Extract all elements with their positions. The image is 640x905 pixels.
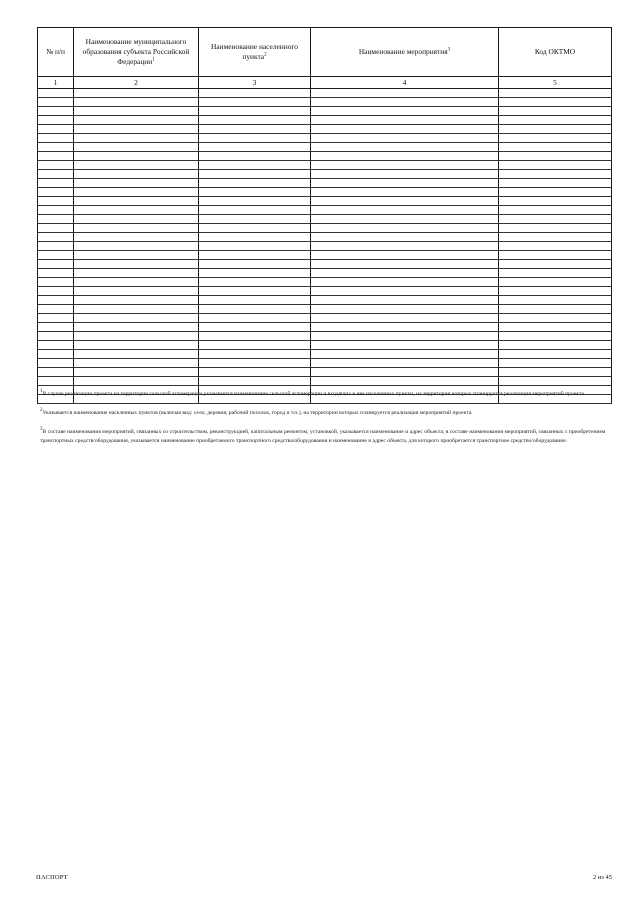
table-cell [311, 152, 499, 161]
table-cell [38, 161, 74, 170]
table-cell [311, 359, 499, 368]
table-cell [311, 98, 499, 107]
table-row [38, 116, 612, 125]
table-cell [311, 107, 499, 116]
table-cell [311, 350, 499, 359]
table-cell [311, 179, 499, 188]
table-cell [499, 215, 612, 224]
table-cell [38, 197, 74, 206]
table-cell [74, 296, 199, 305]
table-cell [199, 305, 311, 314]
table-cell [199, 233, 311, 242]
table-row [38, 233, 612, 242]
table-cell [74, 215, 199, 224]
table-cell [38, 125, 74, 134]
page-number: 2 из 45 [592, 874, 612, 881]
table-cell [311, 251, 499, 260]
footnote-1: $^1$В случае реализации проекта на территории сельской агломерации указывается наименование сельской агломерации и входящих в нее населенных пункты, на территории которых планируется реализация мероприятий проекта. [40, 389, 586, 397]
table-cell [499, 107, 612, 116]
table-row [38, 206, 612, 215]
table-cell [311, 269, 499, 278]
table-cell [499, 116, 612, 125]
table-cell [499, 269, 612, 278]
table-row [38, 224, 612, 233]
table-cell [38, 233, 74, 242]
table-row [38, 368, 612, 377]
column-number: 2 [74, 77, 199, 89]
table-cell [74, 368, 199, 377]
table-cell [199, 251, 311, 260]
table-cell [499, 188, 612, 197]
table-cell [499, 89, 612, 98]
table-cell [499, 305, 612, 314]
table-row [38, 197, 612, 206]
table-cell [499, 278, 612, 287]
table-cell [199, 152, 311, 161]
table-cell [311, 134, 499, 143]
table-cell [199, 269, 311, 278]
table-cell [499, 332, 612, 341]
table-cell [38, 323, 74, 332]
table-cell [199, 323, 311, 332]
column-number: 1 [38, 77, 74, 89]
table-cell [74, 125, 199, 134]
table-cell [311, 188, 499, 197]
table-cell [499, 323, 612, 332]
header-number: № п/п [38, 28, 74, 77]
table-cell [499, 170, 612, 179]
table-cell [38, 170, 74, 179]
table-header-row [38, 28, 612, 77]
column-number: 3 [199, 77, 311, 89]
table-row [38, 98, 612, 107]
table-cell [499, 143, 612, 152]
table-cell [311, 224, 499, 233]
table-cell [74, 341, 199, 350]
table-cell [199, 170, 311, 179]
table-cell [311, 332, 499, 341]
table-cell [199, 161, 311, 170]
table-cell [311, 233, 499, 242]
table-cell [74, 278, 199, 287]
table-cell [38, 368, 74, 377]
table-cell [311, 296, 499, 305]
table-cell [311, 278, 499, 287]
table-row [38, 260, 612, 269]
table-cell [74, 143, 199, 152]
table-cell [74, 269, 199, 278]
table-cell [499, 296, 612, 305]
table-cell [74, 314, 199, 323]
table-cell [199, 116, 311, 125]
table-cell [74, 89, 199, 98]
table-cell [311, 215, 499, 224]
table-cell [311, 323, 499, 332]
table-cell [311, 287, 499, 296]
footnote-3: $^3$В составе наименования мероприятий, связанных со строительством, реконструкцией, капитальным ремонтом, установкой, указывается наименование и адрес объекта; в составе наименования мероприятий, связанных с приобретением транспортных средств/оборудования, указывается наименование приобретаемого транспортного средства/оборудования и наименование и адрес объекта, для которого приобретается транспортное средство/оборудование. [40, 427, 606, 444]
table-row [38, 296, 612, 305]
table-cell [38, 251, 74, 260]
table-cell [199, 107, 311, 116]
table-cell [38, 332, 74, 341]
table-cell [199, 197, 311, 206]
table-cell [311, 341, 499, 350]
table-cell [499, 350, 612, 359]
table-cell [199, 143, 311, 152]
table-cell [74, 332, 199, 341]
table-cell [499, 341, 612, 350]
table-cell [199, 188, 311, 197]
table-row [38, 323, 612, 332]
table-cell [38, 314, 74, 323]
table-row [38, 350, 612, 359]
table-row [38, 278, 612, 287]
table-cell [311, 377, 499, 386]
table-cell [38, 278, 74, 287]
table-cell [74, 260, 199, 269]
table-cell [311, 368, 499, 377]
table-row [38, 251, 612, 260]
table-cell [199, 332, 311, 341]
table-cell [38, 287, 74, 296]
table-cell [74, 377, 199, 386]
table-cell [74, 152, 199, 161]
table-cell [311, 206, 499, 215]
table-cell [74, 116, 199, 125]
table-cell [499, 368, 612, 377]
header-settlement: Наименование населенного пункта$^2$ [199, 28, 311, 77]
table-cell [199, 359, 311, 368]
table-row [38, 107, 612, 116]
table-cell [499, 98, 612, 107]
table-cell [199, 179, 311, 188]
table-cell [311, 161, 499, 170]
table-cell [199, 350, 311, 359]
table-row [38, 215, 612, 224]
table-cell [38, 305, 74, 314]
footnote-2: $^2$Указывается наименование населенных пунктов (включая вид: село, деревня, рабочий поселок, город и т.п.), на территории которых планируется реализация мероприятий проекта. [40, 408, 473, 417]
header-oktmo: Код ОКТМО [499, 28, 612, 77]
table-cell [74, 251, 199, 260]
table-row [38, 359, 612, 368]
column-number: 4 [311, 77, 499, 89]
table-cell [311, 116, 499, 125]
table-row [38, 287, 612, 296]
table-cell [199, 98, 311, 107]
table-cell [38, 134, 74, 143]
table-cell [74, 107, 199, 116]
table-cell [38, 116, 74, 125]
table-cell [199, 377, 311, 386]
table-cell [199, 260, 311, 269]
table-cell [199, 368, 311, 377]
projects-table [37, 27, 612, 404]
table-row [38, 377, 612, 386]
table-cell [38, 152, 74, 161]
table-cell [74, 98, 199, 107]
table-cell [38, 89, 74, 98]
table-row [38, 125, 612, 134]
table-cell [499, 377, 612, 386]
table-cell [499, 179, 612, 188]
table-cell [199, 296, 311, 305]
table-row [38, 89, 612, 98]
table-cell [199, 215, 311, 224]
table-cell [38, 107, 74, 116]
table-row [38, 305, 612, 314]
table-cell [199, 89, 311, 98]
table-cell [499, 251, 612, 260]
table-cell [499, 233, 612, 242]
table-cell [311, 197, 499, 206]
footer-document-title: ПАСПОРТ [36, 874, 68, 881]
table-row [38, 332, 612, 341]
column-numbers-row [38, 77, 612, 89]
table-cell [199, 134, 311, 143]
table-cell [38, 359, 74, 368]
table-cell [499, 125, 612, 134]
table-row [38, 242, 612, 251]
table-cell [74, 323, 199, 332]
table-cell [311, 260, 499, 269]
table-cell [74, 170, 199, 179]
table-cell [38, 377, 74, 386]
table-cell [199, 224, 311, 233]
table-row [38, 341, 612, 350]
table-cell [74, 206, 199, 215]
table-cell [199, 206, 311, 215]
table-cell [311, 170, 499, 179]
table-cell [38, 269, 74, 278]
table-cell [38, 188, 74, 197]
footnotes [40, 390, 612, 456]
table-cell [499, 161, 612, 170]
table-cell [38, 350, 74, 359]
table-cell [74, 134, 199, 143]
table-row [38, 179, 612, 188]
table-cell [74, 161, 199, 170]
table-row [38, 161, 612, 170]
table-cell [499, 197, 612, 206]
table-cell [311, 242, 499, 251]
table-cell [38, 179, 74, 188]
table-cell [499, 152, 612, 161]
table-cell [38, 242, 74, 251]
table-cell [199, 287, 311, 296]
table-cell [499, 242, 612, 251]
table-cell [74, 350, 199, 359]
table-cell [74, 305, 199, 314]
table-cell [499, 359, 612, 368]
table-cell [38, 215, 74, 224]
table-cell [499, 224, 612, 233]
table-cell [199, 125, 311, 134]
table-cell [499, 206, 612, 215]
table-cell [311, 314, 499, 323]
table-cell [311, 305, 499, 314]
table-cell [74, 359, 199, 368]
table-cell [74, 188, 199, 197]
table-row [38, 188, 612, 197]
table-body [38, 89, 612, 404]
table-cell [199, 314, 311, 323]
table-row [38, 314, 612, 323]
table-cell [499, 314, 612, 323]
table-cell [38, 260, 74, 269]
table-row [38, 143, 612, 152]
table-cell [38, 224, 74, 233]
table-cell [499, 287, 612, 296]
table-cell [199, 341, 311, 350]
table-cell [74, 242, 199, 251]
table-cell [38, 296, 74, 305]
table-cell [74, 287, 199, 296]
table-row [38, 134, 612, 143]
table-cell [499, 260, 612, 269]
table-row [38, 152, 612, 161]
header-municipality: Наименование муниципального образования субъекта Российской Федерации$^1$ [74, 28, 199, 77]
table-row [38, 170, 612, 179]
column-number: 5 [499, 77, 612, 89]
table-cell [74, 179, 199, 188]
table-row [38, 269, 612, 278]
table-cell [74, 224, 199, 233]
table-cell [499, 134, 612, 143]
table-cell [199, 278, 311, 287]
table-cell [38, 98, 74, 107]
table-cell [38, 341, 74, 350]
table-cell [311, 125, 499, 134]
header-event: Наименование мероприятия$^3$ [311, 28, 499, 77]
table-cell [311, 89, 499, 98]
table-cell [199, 242, 311, 251]
table-cell [74, 197, 199, 206]
table-cell [38, 143, 74, 152]
table-cell [74, 233, 199, 242]
table-cell [38, 206, 74, 215]
table-cell [311, 143, 499, 152]
